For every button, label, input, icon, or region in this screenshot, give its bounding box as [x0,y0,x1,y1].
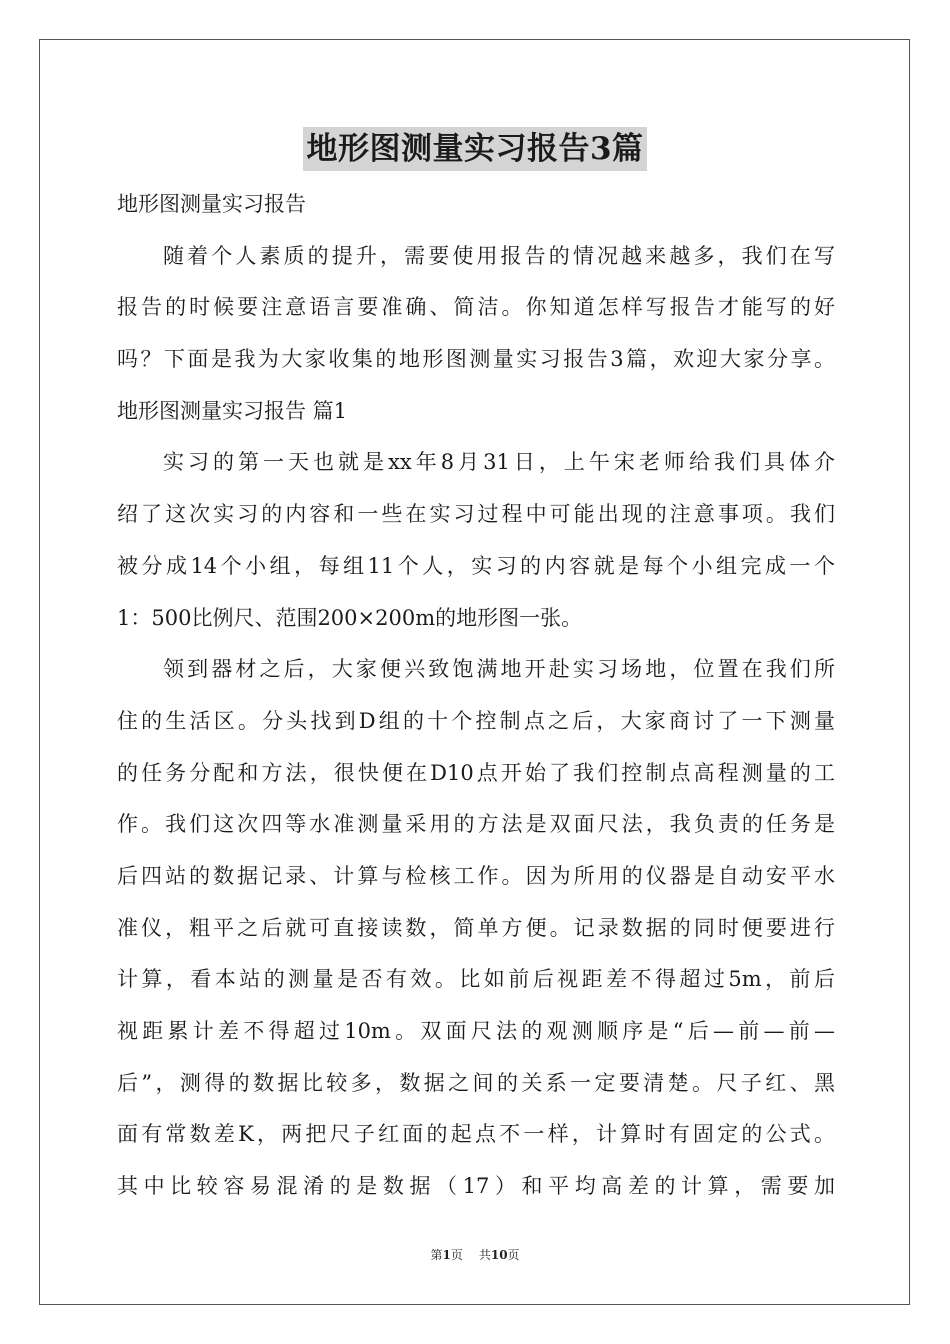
text-line: 后”，测得的数据比较多，数据之间的关系一定要清楚。尺子红、黑 [117,1070,835,1095]
footer-page-number: 1 [442,1248,451,1262]
text-line: 作。我们这次四等水准测量采用的方法是双面尺法，我负责的任务是 [117,812,835,837]
text-line: 计算，看本站的测量是否有效。比如前后视距差不得超过5m，前后 [117,967,835,992]
text-line: 随着个人素质的提升，需要使用报告的情况越来越多，我们在写 [163,243,835,268]
text-line: 地形图测量实习报告 篇1 [117,398,348,423]
footer-total-suffix: 页 [507,1248,520,1262]
text-line: 视距累计差不得超过10m。双面尺法的观测顺序是“后—前—前— [117,1019,835,1043]
text-line: 面有常数差K，两把尺子红面的起点不一样，计算时有固定的公式。 [117,1122,835,1147]
footer-total-prefix: 共 [478,1248,491,1262]
document-body [117,179,835,1213]
footer-page-suffix: 页 [450,1248,463,1262]
page-footer [0,1246,950,1263]
title-container [0,127,950,171]
text-line: 实习的第一天也就是xx年8月31日，上午宋老师给我们具体介 [163,450,835,475]
text-line: 地形图测量实习报告 [117,192,306,216]
document-title: 地形图测量实习报告3篇 [303,127,646,171]
footer-page-prefix: 第 [430,1248,443,1262]
text-line: 1：500比例尺、范围200×200m的地形图一张。 [117,605,583,630]
text-line: 吗？下面是我为大家收集的地形图测量实习报告3篇，欢迎大家分享。 [117,347,835,372]
text-line: 领到器材之后，大家便兴致饱满地开赴实习场地，位置在我们所 [163,657,835,682]
text-line: 其中比较容易混淆的是数据（17）和平均高差的计算，需要加 [117,1174,835,1199]
text-line: 住的生活区。分头找到D组的十个控制点之后，大家商讨了一下测量 [117,708,835,733]
text-line: 绍了这次实习的内容和一些在实习过程中可能出现的注意事项。我们 [117,502,835,527]
text-line: 报告的时候要注意语言要准确、简洁。你知道怎样写报告才能写的好 [117,295,835,320]
text-line: 被分成14个小组，每组11个人，实习的内容就是每个小组完成一个 [117,553,835,578]
footer-total-pages: 10 [490,1248,508,1262]
text-line: 准仪，粗平之后就可直接读数，简单方便。记录数据的同时便要进行 [117,915,835,940]
text-line: 后四站的数据记录、计算与检核工作。因为所用的仪器是自动安平水 [117,863,835,888]
text-line: 的任务分配和方法，很快便在D10点开始了我们控制点高程测量的工 [117,760,835,785]
